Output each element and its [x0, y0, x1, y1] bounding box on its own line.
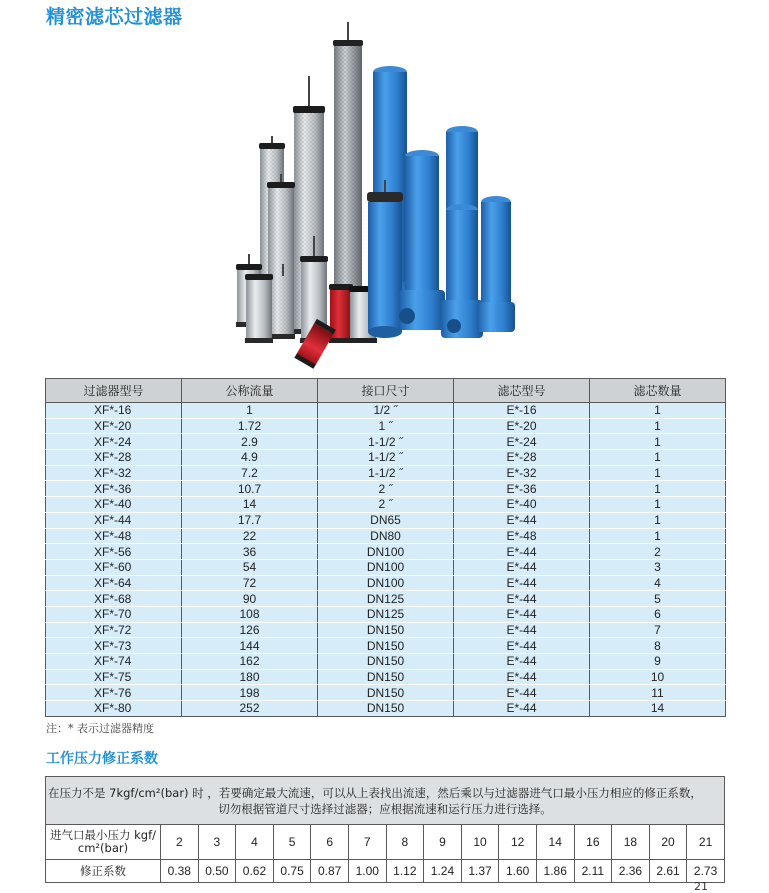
element-model-cell: E*-44	[454, 606, 590, 622]
factor-value: 0.50	[198, 860, 236, 883]
filter-model-cell: XF*-64	[46, 575, 182, 591]
table-row	[46, 654, 726, 670]
element-count-cell: 9	[590, 654, 726, 670]
table-row	[46, 512, 726, 528]
port-size-cell: 2 ˝	[318, 481, 454, 497]
table-row	[46, 418, 726, 434]
pressure-value: 4	[236, 825, 274, 860]
pressure-value: 8	[386, 825, 424, 860]
table-row	[46, 701, 726, 717]
element-count-cell: 1	[590, 434, 726, 450]
filter-model-cell: XF*-32	[46, 465, 182, 481]
table-row	[46, 465, 726, 481]
nominal-flow-cell: 108	[182, 606, 318, 622]
port-size-cell: DN150	[318, 669, 454, 685]
port-size-cell: DN100	[318, 559, 454, 575]
filter-model-cell: XF*-73	[46, 638, 182, 654]
nominal-flow-cell: 1	[182, 403, 318, 419]
element-count-cell: 11	[590, 685, 726, 701]
filter-model-cell: XF*-80	[46, 701, 182, 717]
nominal-flow-cell: 54	[182, 559, 318, 575]
filter-model-cell: XF*-28	[46, 450, 182, 466]
factor-value: 1.00	[348, 860, 386, 883]
element-model-cell: E*-48	[454, 528, 590, 544]
element-count-cell: 5	[590, 591, 726, 607]
header-nominal-flow: 公称流量	[182, 379, 318, 403]
port-size-cell: DN150	[318, 638, 454, 654]
nominal-flow-cell: 7.2	[182, 465, 318, 481]
pressure-value: 18	[612, 825, 650, 860]
factor-row	[46, 860, 725, 883]
port-size-cell: 2 ˝	[318, 497, 454, 513]
filter-model-cell: XF*-44	[46, 512, 182, 528]
element-model-cell: E*-44	[454, 622, 590, 638]
correction-table	[45, 776, 725, 883]
element-model-cell: E*-44	[454, 512, 590, 528]
filter-model-cell: XF*-36	[46, 481, 182, 497]
table-note: 注：* 表示过滤器精度	[46, 722, 154, 735]
port-size-cell: 1 ˝	[318, 418, 454, 434]
nominal-flow-cell: 126	[182, 622, 318, 638]
table-row	[46, 559, 726, 575]
element-count-cell: 1	[590, 528, 726, 544]
element-count-cell: 7	[590, 622, 726, 638]
filter-model-cell: XF*-40	[46, 497, 182, 513]
nominal-flow-cell: 162	[182, 654, 318, 670]
pressure-value: 14	[536, 825, 574, 860]
nominal-flow-cell: 90	[182, 591, 318, 607]
table-row	[46, 575, 726, 591]
port-size-cell: DN100	[318, 544, 454, 560]
element-count-cell: 1	[590, 450, 726, 466]
table-row	[46, 544, 726, 560]
factor-value: 2.61	[649, 860, 687, 883]
element-model-cell: E*-44	[454, 685, 590, 701]
filter-model-cell: XF*-70	[46, 606, 182, 622]
element-model-cell: E*-28	[454, 450, 590, 466]
port-size-cell: DN150	[318, 701, 454, 717]
port-size-cell: DN65	[318, 512, 454, 528]
element-count-cell: 1	[590, 481, 726, 497]
port-size-cell: 1-1/2 ˝	[318, 434, 454, 450]
nominal-flow-cell: 22	[182, 528, 318, 544]
element-model-cell: E*-24	[454, 434, 590, 450]
port-size-cell: 1-1/2 ˝	[318, 465, 454, 481]
pressure-label-line-1: 进气口最小压力 kgf/	[49, 828, 157, 842]
port-size-cell: DN150	[318, 654, 454, 670]
factor-value: 1.12	[386, 860, 424, 883]
pressure-row	[46, 825, 725, 860]
header-element-model: 滤芯型号	[454, 379, 590, 403]
table-row	[46, 450, 726, 466]
header-filter-model: 过滤器型号	[46, 379, 182, 403]
filter-model-cell: XF*-68	[46, 591, 182, 607]
factor-value: 2.11	[574, 860, 612, 883]
element-count-cell: 2	[590, 544, 726, 560]
port-size-cell: DN150	[318, 685, 454, 701]
filter-model-cell: XF*-56	[46, 544, 182, 560]
element-model-cell: E*-44	[454, 544, 590, 560]
factor-value: 0.87	[311, 860, 349, 883]
product-photo	[225, 20, 525, 370]
pressure-value: 7	[348, 825, 386, 860]
element-model-cell: E*-44	[454, 654, 590, 670]
nominal-flow-cell: 144	[182, 638, 318, 654]
element-model-cell: E*-44	[454, 559, 590, 575]
nominal-flow-cell: 10.7	[182, 481, 318, 497]
description-line-2: 切勿根据管道尺寸选择过滤器；应根据流速和运行压力进行选择。	[218, 801, 552, 816]
description-line-1: 在压力不是 7kgf/cm²(bar) 时 ，若要确定最大流速，可以从上表找出流速，然后乘以与过滤器进气口最小压力相应的修正系数，	[48, 785, 702, 800]
nominal-flow-cell: 2.9	[182, 434, 318, 450]
element-model-cell: E*-44	[454, 591, 590, 607]
pressure-value: 9	[424, 825, 462, 860]
element-count-cell: 1	[590, 512, 726, 528]
pressure-value: 5	[273, 825, 311, 860]
pressure-label-line-2: cm²(bar)	[77, 841, 129, 855]
element-model-cell: E*-40	[454, 497, 590, 513]
table-row	[46, 669, 726, 685]
correction-description	[46, 777, 725, 825]
pressure-value: 6	[311, 825, 349, 860]
nominal-flow-cell: 14	[182, 497, 318, 513]
table-row	[46, 606, 726, 622]
page-title: 精密滤芯过滤器	[46, 6, 183, 28]
element-model-cell: E*-32	[454, 465, 590, 481]
port-size-cell: DN80	[318, 528, 454, 544]
table-row	[46, 622, 726, 638]
table-row	[46, 591, 726, 607]
pressure-value: 12	[499, 825, 537, 860]
port-size-cell: 1/2 ˝	[318, 403, 454, 419]
header-port-size: 接口尺寸	[318, 379, 454, 403]
factor-value: 0.75	[273, 860, 311, 883]
element-model-cell: E*-20	[454, 418, 590, 434]
element-count-cell: 1	[590, 418, 726, 434]
filter-model-cell: XF*-75	[46, 669, 182, 685]
nominal-flow-cell: 17.7	[182, 512, 318, 528]
element-count-cell: 3	[590, 559, 726, 575]
nominal-flow-cell: 72	[182, 575, 318, 591]
pressure-label	[46, 825, 161, 860]
nominal-flow-cell: 36	[182, 544, 318, 560]
pressure-value: 3	[198, 825, 236, 860]
element-count-cell: 14	[590, 701, 726, 717]
table-row	[46, 481, 726, 497]
port-size-cell: DN125	[318, 591, 454, 607]
element-count-cell: 1	[590, 497, 726, 513]
port-size-cell: 1-1/2 ˝	[318, 450, 454, 466]
pressure-value: 2	[161, 825, 199, 860]
pressure-value: 21	[687, 825, 725, 860]
pressure-value: 20	[649, 825, 687, 860]
factor-value: 1.86	[536, 860, 574, 883]
table-row	[46, 497, 726, 513]
factor-value: 2.73	[687, 860, 725, 883]
element-model-cell: E*-16	[454, 403, 590, 419]
spec-header-row	[46, 379, 726, 403]
filter-model-cell: XF*-24	[46, 434, 182, 450]
factor-value: 0.62	[236, 860, 274, 883]
element-count-cell: 6	[590, 606, 726, 622]
element-model-cell: E*-44	[454, 701, 590, 717]
table-row	[46, 528, 726, 544]
nominal-flow-cell: 4.9	[182, 450, 318, 466]
element-count-cell: 1	[590, 465, 726, 481]
nominal-flow-cell: 1.72	[182, 418, 318, 434]
port-size-cell: DN125	[318, 606, 454, 622]
nominal-flow-cell: 180	[182, 669, 318, 685]
factor-label: 修正系数	[46, 860, 161, 883]
element-model-cell: E*-44	[454, 575, 590, 591]
pressure-value: 16	[574, 825, 612, 860]
element-count-cell: 10	[590, 669, 726, 685]
factor-value: 2.36	[612, 860, 650, 883]
filter-model-cell: XF*-20	[46, 418, 182, 434]
pressure-value: 10	[461, 825, 499, 860]
filter-model-cell: XF*-60	[46, 559, 182, 575]
factor-value: 1.37	[461, 860, 499, 883]
element-model-cell: E*-44	[454, 669, 590, 685]
filter-model-cell: XF*-16	[46, 403, 182, 419]
table-row	[46, 403, 726, 419]
element-count-cell: 1	[590, 403, 726, 419]
header-element-count: 滤芯数量	[590, 379, 726, 403]
table-row	[46, 638, 726, 654]
element-count-cell: 4	[590, 575, 726, 591]
nominal-flow-cell: 252	[182, 701, 318, 717]
filter-model-cell: XF*-48	[46, 528, 182, 544]
port-size-cell: DN100	[318, 575, 454, 591]
element-model-cell: E*-36	[454, 481, 590, 497]
nominal-flow-cell: 198	[182, 685, 318, 701]
element-count-cell: 8	[590, 638, 726, 654]
table-row	[46, 434, 726, 450]
page-number: 21	[694, 880, 708, 893]
factor-value: 0.38	[161, 860, 199, 883]
port-size-cell: DN150	[318, 622, 454, 638]
section-title: 工作压力修正系数	[46, 751, 158, 767]
filter-model-cell: XF*-74	[46, 654, 182, 670]
factor-value: 1.24	[424, 860, 462, 883]
filter-model-cell: XF*-72	[46, 622, 182, 638]
spec-table	[45, 378, 726, 717]
table-row	[46, 685, 726, 701]
filter-model-cell: XF*-76	[46, 685, 182, 701]
element-model-cell: E*-44	[454, 638, 590, 654]
factor-value: 1.60	[499, 860, 537, 883]
